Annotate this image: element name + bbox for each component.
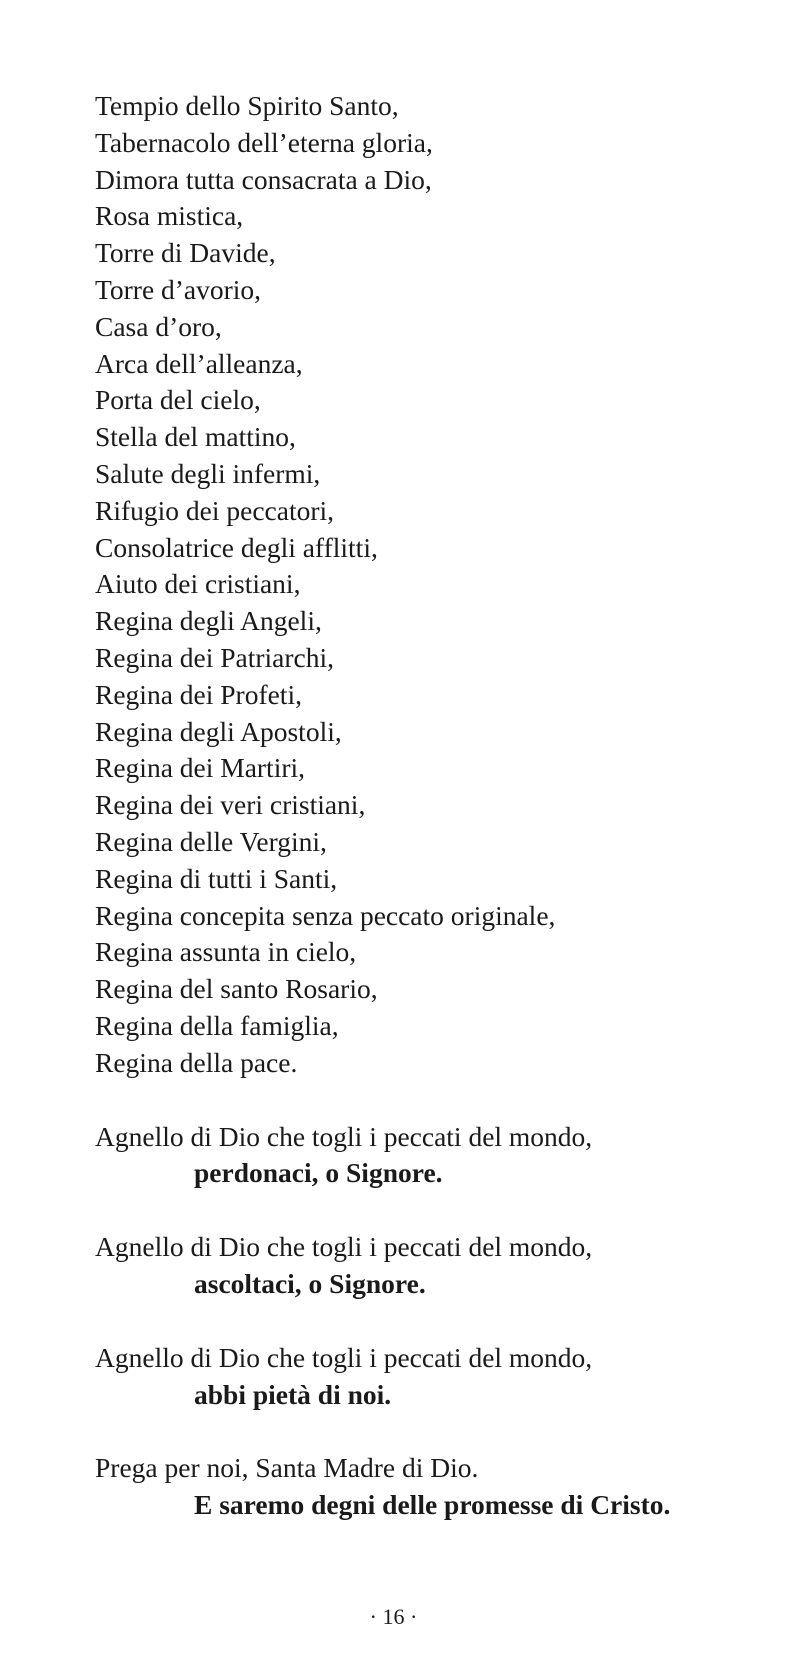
invocation-stanza bbox=[95, 1450, 755, 1524]
litany-line: Torre d’avorio, bbox=[95, 273, 262, 305]
litany-line: Regina degli Apostoli, bbox=[95, 715, 342, 747]
litany-line: Casa d’oro, bbox=[95, 310, 222, 342]
litany-line: Regina delle Vergini, bbox=[95, 825, 327, 857]
litany-line: Regina dei Profeti, bbox=[95, 678, 302, 710]
invocation-stanza bbox=[95, 1340, 755, 1414]
litany-line: Dimora tutta consacrata a Dio, bbox=[95, 163, 432, 195]
litany-line: Regina di tutti i Santi, bbox=[95, 862, 338, 894]
litany-line: Aiuto dei cristiani, bbox=[95, 568, 301, 600]
litany-line: Regina degli Angeli, bbox=[95, 605, 322, 637]
invocation-response: ascoltaci, o Signore. bbox=[194, 1267, 426, 1299]
litany-line: Regina del santo Rosario, bbox=[95, 973, 378, 1005]
litany-line: Rosa mistica, bbox=[95, 200, 244, 232]
litany-line: Arca dell’alleanza, bbox=[95, 347, 303, 379]
litany-line: Regina della pace. bbox=[95, 1046, 298, 1078]
litany-line: Tabernacolo dell’eterna gloria, bbox=[95, 126, 433, 158]
invocation-call: Agnello di Dio che togli i peccati del mondo, bbox=[95, 1341, 593, 1373]
page-number: · 16 · bbox=[369, 1604, 418, 1629]
litany bbox=[95, 88, 755, 1082]
litany-line: Regina assunta in cielo, bbox=[95, 936, 357, 968]
prayer-text bbox=[95, 88, 755, 1524]
invocation-response: perdonaci, o Signore. bbox=[194, 1157, 443, 1189]
litany-line: Consolatrice degli afflitti, bbox=[95, 531, 378, 563]
invocation-response: E saremo degni delle promesse di Cristo. bbox=[194, 1489, 671, 1521]
litany-line: Rifugio dei peccatori, bbox=[95, 494, 335, 526]
invocation-stanza bbox=[95, 1119, 755, 1193]
invocation-call: Agnello di Dio che togli i peccati del mondo, bbox=[95, 1120, 593, 1152]
litany-line: Torre di Davide, bbox=[95, 237, 276, 269]
litany-line: Stella del mattino, bbox=[95, 421, 296, 453]
invocation-stanza bbox=[95, 1229, 755, 1303]
litany-line: Regina concepita senza peccato originale, bbox=[95, 899, 556, 931]
invocation-call: Prega per noi, Santa Madre di Dio. bbox=[95, 1452, 479, 1484]
litany-line: Regina dei veri cristiani, bbox=[95, 789, 366, 821]
litany-line: Regina della famiglia, bbox=[95, 1009, 339, 1041]
litany-line: Porta del cielo, bbox=[95, 384, 261, 416]
invocation-response: abbi pietà di noi. bbox=[194, 1378, 392, 1410]
litany-line: Tempio dello Spirito Santo, bbox=[95, 90, 399, 121]
litany-line: Salute degli infermi, bbox=[95, 457, 321, 489]
invocation-call: Agnello di Dio che togli i peccati del mondo, bbox=[95, 1231, 593, 1263]
litany-line: Regina dei Martiri, bbox=[95, 752, 306, 784]
litany-line: Regina dei Patriarchi, bbox=[95, 641, 335, 673]
